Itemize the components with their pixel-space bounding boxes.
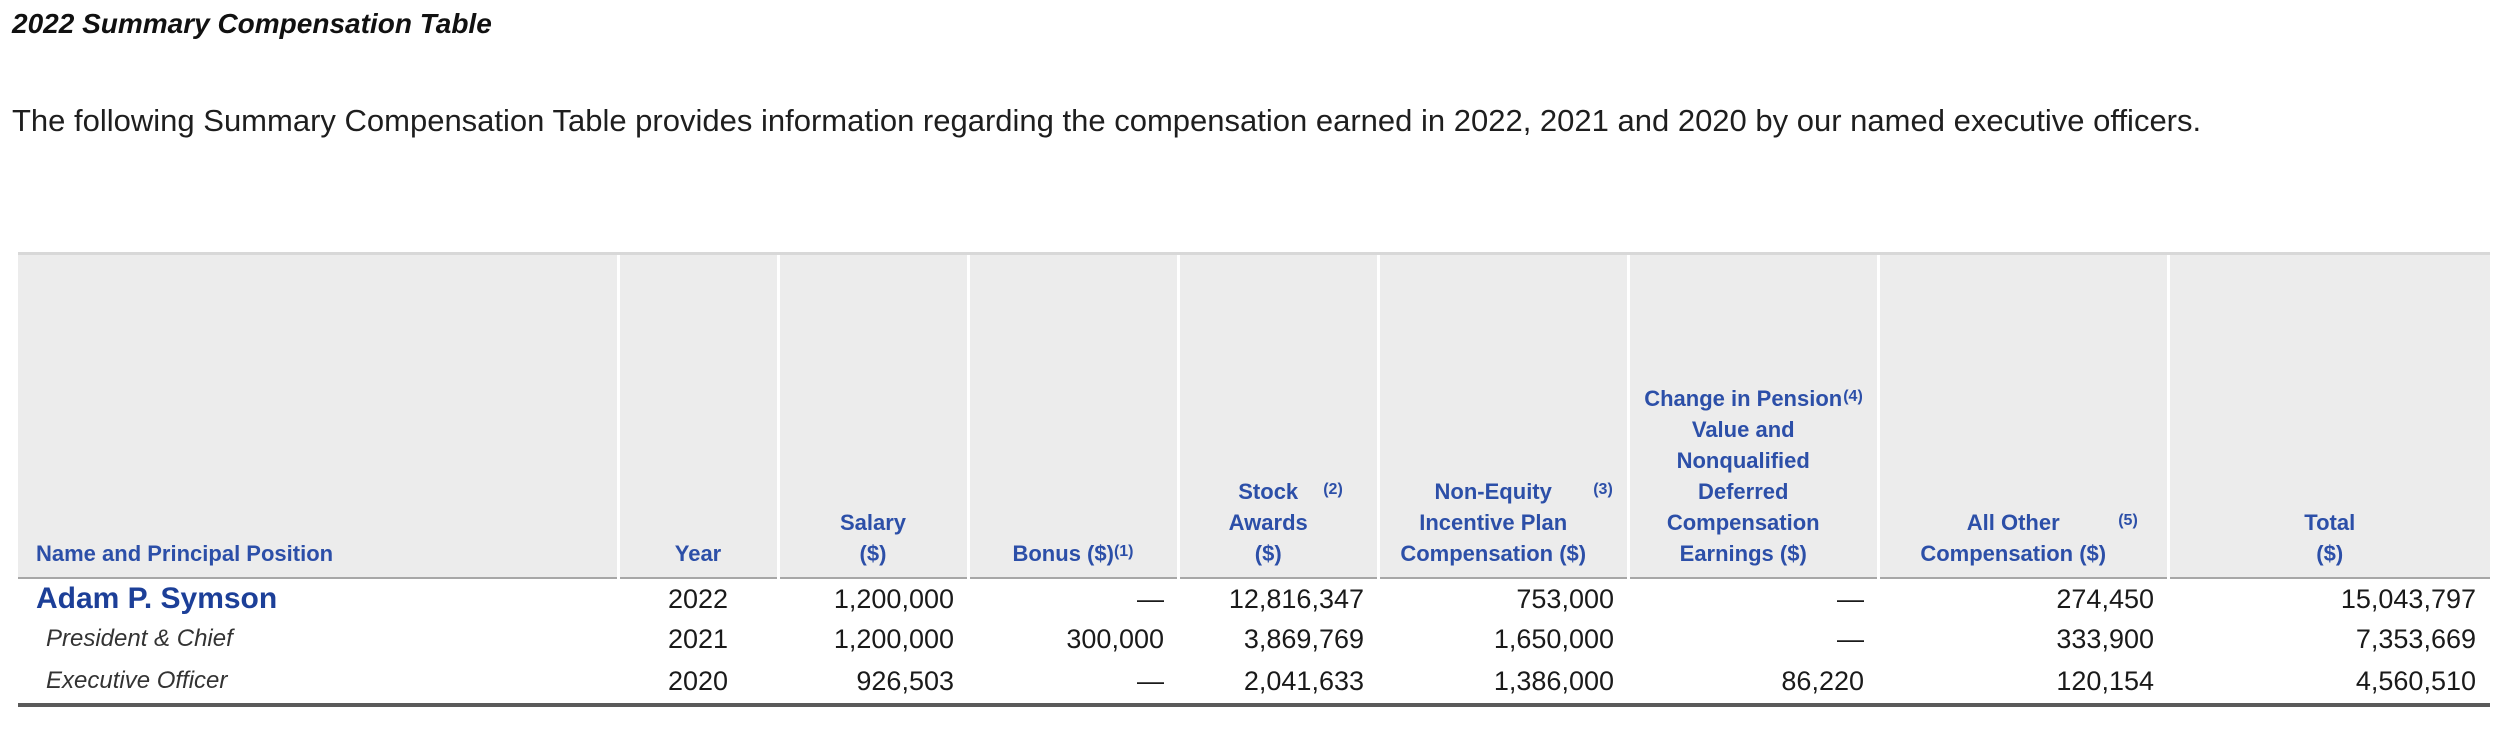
footnote-marker: (1) [1113, 543, 1134, 560]
header-year: Year [618, 254, 778, 579]
cell-total: 7,353,669 [2355, 623, 2476, 654]
cell-stock-awards: 3,869,769 [1243, 623, 1364, 654]
header-all-other: All Other Compensation ($)$^{(5)}$ [1878, 254, 2168, 579]
cell-bonus: — [1137, 583, 1164, 614]
cell-pension: — [1837, 583, 1864, 614]
page-title: 2022 Summary Compensation Table [12, 8, 492, 39]
cell-salary: 1,200,000 [833, 623, 954, 654]
position-line: President & Chief [46, 625, 233, 652]
cell-year: 2021 [667, 623, 729, 654]
cell-salary: 1,200,000 [833, 583, 954, 614]
header-salary: Salary ($) [778, 254, 968, 579]
executive-name: Adam P. Symson [36, 582, 278, 615]
intro-paragraph: The following Summary Compensation Table provides information regarding the compensation earned in 2022, 2021 and 2020 by our named executive officers. [12, 103, 2202, 138]
cell-salary: 926,503 [778, 659, 968, 705]
cell-total: 4,560,510 [2168, 659, 2490, 705]
cell-non-equity: 1,386,000 [1378, 659, 1628, 705]
footnote-marker: (2) [1323, 481, 1343, 498]
summary-compensation-table [18, 252, 2490, 707]
cell-total: 15,043,797 [2340, 583, 2476, 614]
table-row [18, 659, 2490, 705]
compensation-table-container [18, 252, 2490, 707]
cell-year: 2022 [667, 583, 729, 614]
footnote-marker: (3) [1593, 481, 1613, 498]
table-row [18, 619, 2490, 659]
cell-stock-awards: 12,816,347 [1228, 583, 1364, 614]
cell-all-other: 120,154 [1878, 659, 2168, 705]
cell-year: 2020 [618, 659, 778, 705]
cell-bonus: — [968, 659, 1178, 705]
header-non-equity: Non-Equity Incentive Plan Compensation ($)$^{(3)}$ [1378, 254, 1628, 579]
cell-non-equity: 1,650,000 [1493, 623, 1614, 654]
table-row [18, 578, 2490, 619]
header-pension: Change in Pension Value and Nonqualified Deferred Compensation Earnings ($)$^{(4)}$ [1628, 254, 1878, 579]
header-bonus: Bonus ($)$^{(1)}$ [968, 254, 1178, 579]
cell-pension: 86,220 [1628, 659, 1878, 705]
cell-pension: — [1837, 623, 1864, 654]
position-line: Executive Officer [18, 659, 618, 705]
header-name: Name and Principal Position [18, 254, 618, 579]
footnote-marker: (4) [1843, 388, 1863, 405]
header-row [18, 254, 2490, 579]
cell-all-other: 333,900 [2056, 623, 2154, 654]
cell-bonus: 300,000 [1066, 623, 1164, 654]
cell-stock-awards: 2,041,633 [1178, 659, 1378, 705]
cell-non-equity: 753,000 [1516, 583, 1614, 614]
header-stock-awards: Stock Awards ($)$^{(2)}$ [1178, 254, 1378, 579]
cell-all-other: 274,450 [2056, 583, 2154, 614]
header-total: Total ($) [2168, 254, 2490, 579]
footnote-marker: (5) [2118, 512, 2138, 529]
